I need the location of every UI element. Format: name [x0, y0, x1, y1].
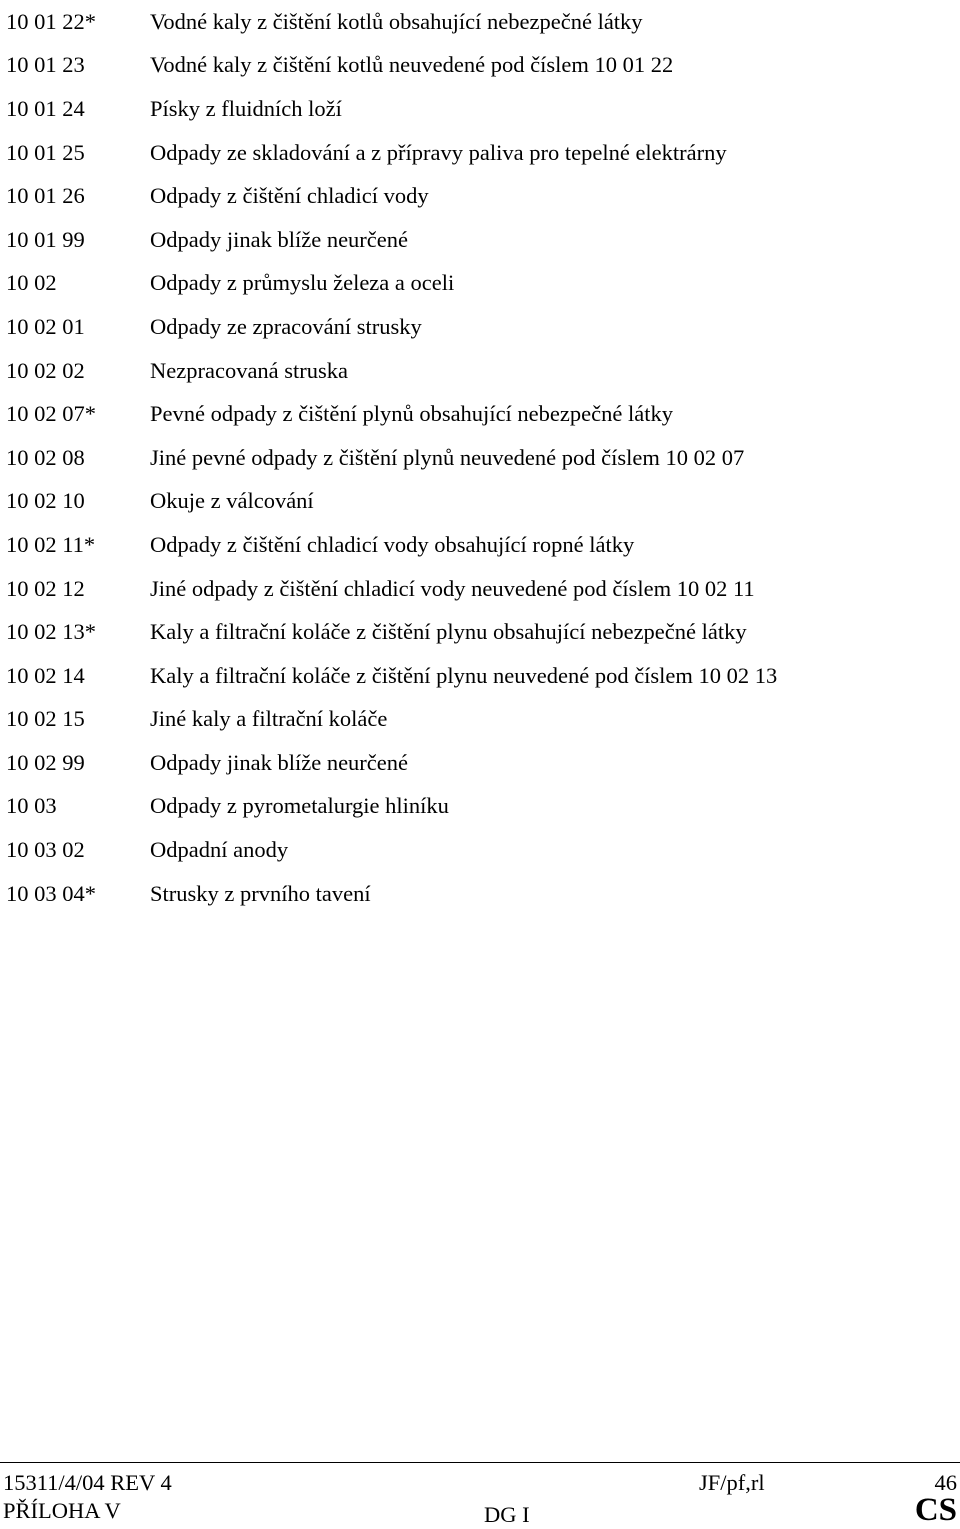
- waste-description: Písky z fluidních loží: [150, 95, 342, 121]
- waste-code: 10 02 12: [6, 575, 85, 601]
- waste-code: 10 03: [6, 793, 57, 819]
- footer-divider: [0, 1462, 960, 1463]
- waste-description: Odpadní anody: [150, 837, 289, 863]
- waste-description: Strusky z prvního tavení: [150, 880, 371, 906]
- table-row: [6, 174, 956, 218]
- waste-code: 10 01 24: [6, 95, 85, 121]
- waste-description: Odpady z čištění chladicí vody: [150, 183, 429, 209]
- waste-code: 10 01 23: [6, 52, 85, 78]
- waste-code-table: [6, 0, 956, 915]
- footer-line-1: [0, 1470, 960, 1500]
- table-row: [6, 305, 956, 349]
- author-initials: JF/pf,rl: [699, 1470, 765, 1495]
- document-reference: 15311/4/04 REV 4: [3, 1470, 172, 1495]
- waste-description: Jiné kaly a filtrační koláče: [150, 706, 388, 732]
- table-row: [6, 87, 956, 131]
- waste-description: Odpady z pyrometalurgie hliníku: [150, 793, 449, 819]
- waste-code: 10 01 99: [6, 226, 85, 252]
- waste-description: Vodné kaly z čištění kotlů neuvedené pod číslem 10 01 22: [150, 52, 674, 78]
- waste-description: Odpady ze zpracování strusky: [150, 313, 422, 339]
- table-row: [6, 872, 956, 916]
- table-row: [6, 349, 956, 393]
- annex-label: PŘÍLOHA V: [3, 1498, 121, 1523]
- waste-description: Odpady z průmyslu železa a oceli: [150, 270, 455, 296]
- table-row: [6, 741, 956, 785]
- waste-description: Odpady jinak blíže neurčené: [150, 226, 409, 252]
- table-row: [6, 610, 956, 654]
- table-row: [6, 131, 956, 175]
- table-row: [6, 480, 956, 524]
- table-row: [6, 785, 956, 829]
- page-number: 46: [934, 1470, 957, 1495]
- waste-code: 10 02 14: [6, 662, 85, 688]
- language-code: CS: [914, 1492, 957, 1528]
- waste-code: 10 03 02: [6, 837, 85, 863]
- waste-description: Jiné odpady z čištění chladicí vody neuvedené pod číslem 10 02 11: [150, 575, 755, 601]
- waste-code: 10 02 99: [6, 749, 85, 775]
- table-row: [6, 44, 956, 88]
- waste-description: Nezpracovaná struska: [150, 357, 349, 383]
- table-row: [6, 567, 956, 611]
- waste-code: 10 02 02: [6, 357, 85, 383]
- waste-description: Pevné odpady z čištění plynů obsahující nebezpečné látky: [150, 401, 673, 427]
- footer-line-2: [0, 1492, 960, 1529]
- table-row: [6, 392, 956, 436]
- waste-code: 10 02 11*: [6, 531, 96, 557]
- directorate-label: DG I: [484, 1502, 530, 1527]
- waste-code: 10 02 07*: [6, 401, 96, 427]
- table-row: [6, 218, 956, 262]
- waste-code: 10 01 26: [6, 183, 85, 209]
- table-row: [6, 523, 956, 567]
- waste-code: 10 01 22*: [6, 8, 96, 34]
- waste-code: 10 01 25: [6, 139, 85, 165]
- waste-code: 10 02 13*: [6, 619, 96, 645]
- waste-description: Okuje z válcování: [150, 488, 314, 514]
- waste-description: Odpady jinak blíže neurčené: [150, 749, 409, 775]
- waste-code: 10 02 01: [6, 313, 85, 339]
- waste-description: Odpady ze skladování a z přípravy paliva pro tepelné elektrárny: [150, 139, 727, 165]
- table-row: [6, 436, 956, 480]
- table-row: [6, 654, 956, 698]
- waste-code: 10 02: [6, 270, 57, 296]
- waste-description: Jiné pevné odpady z čištění plynů neuvedené pod číslem 10 02 07: [150, 444, 745, 470]
- waste-description: Vodné kaly z čištění kotlů obsahující nebezpečné látky: [150, 8, 643, 34]
- waste-code: 10 02 10: [6, 488, 85, 514]
- table-row: [6, 262, 956, 306]
- waste-code: 10 02 15: [6, 706, 85, 732]
- table-row: [6, 828, 956, 872]
- waste-description: Kaly a filtrační koláče z čištění plynu neuvedené pod číslem 10 02 13: [150, 662, 778, 688]
- waste-code: 10 03 04*: [6, 880, 96, 906]
- table-row: [6, 698, 956, 742]
- waste-code: 10 02 08: [6, 444, 85, 470]
- waste-description: Kaly a filtrační koláče z čištění plynu obsahující nebezpečné látky: [150, 619, 747, 645]
- table-row: [6, 0, 956, 44]
- waste-description: Odpady z čištění chladicí vody obsahující ropné látky: [150, 531, 635, 557]
